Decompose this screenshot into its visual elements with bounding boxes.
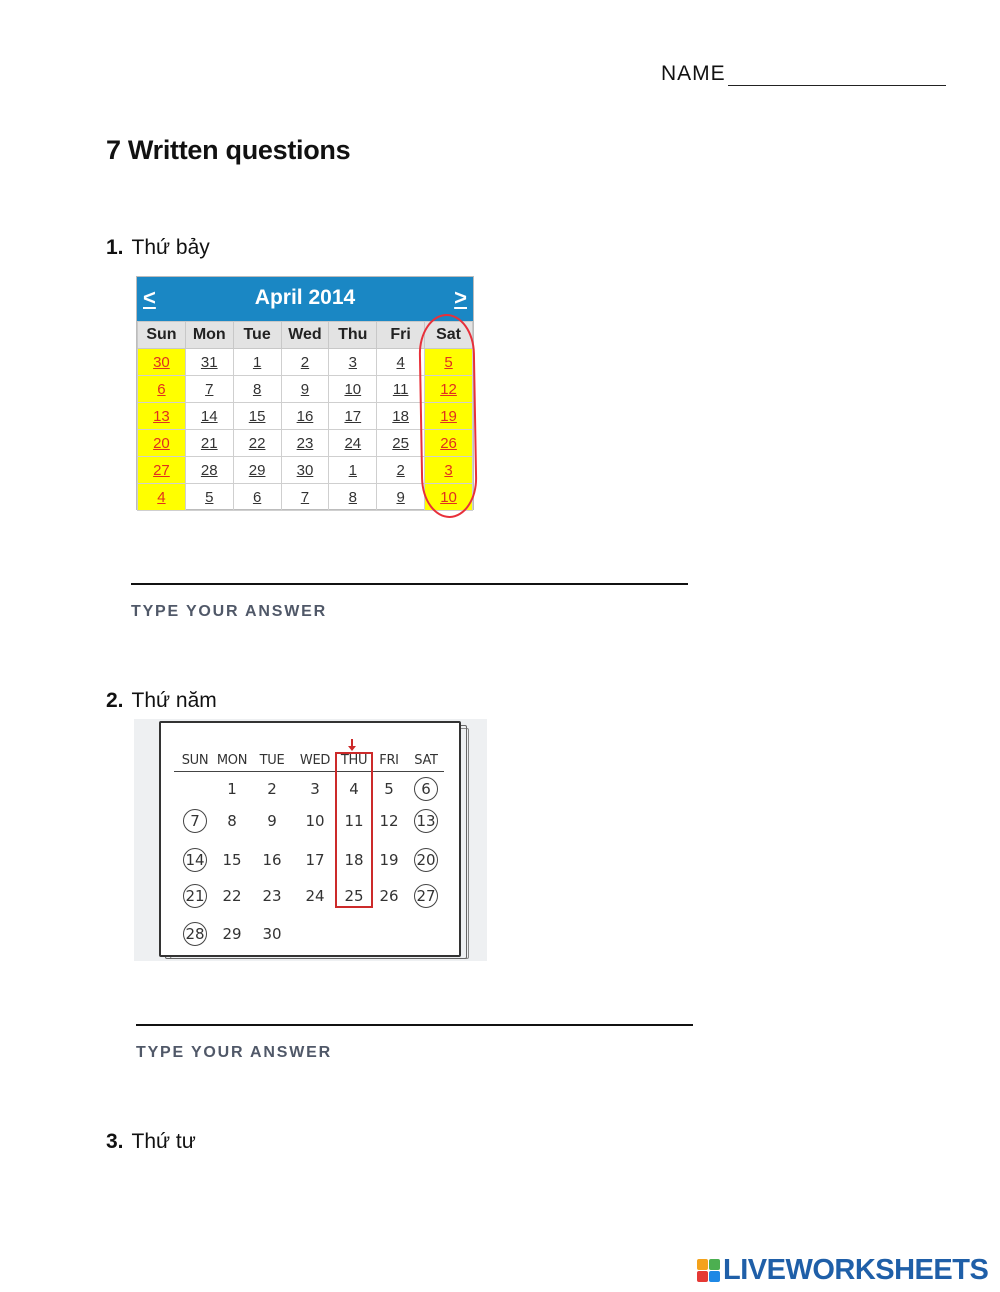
page-title: 7 Written questions xyxy=(106,135,351,165)
calendar-day: 8 xyxy=(227,812,237,830)
calendar-day[interactable]: 23 xyxy=(281,430,329,457)
calendar-day[interactable]: 5 xyxy=(425,349,473,376)
question-3 xyxy=(106,1130,196,1154)
calendar-day[interactable]: 26 xyxy=(425,430,473,457)
prev-month-link[interactable]: < xyxy=(143,285,156,310)
calendar-day: 19 xyxy=(379,851,399,869)
calendar-day[interactable]: 30 xyxy=(281,457,329,484)
weekday-label: WED xyxy=(299,753,331,768)
calendar-day[interactable]: 9 xyxy=(377,484,425,511)
calendar-day[interactable]: 8 xyxy=(329,484,377,511)
answer-label-2: TYPE YOUR ANSWER xyxy=(136,1044,332,1061)
calendar-day[interactable]: 2 xyxy=(281,349,329,376)
calendar-day[interactable]: 22 xyxy=(233,430,281,457)
calendar-day: 5 xyxy=(384,780,394,798)
calendar-day[interactable]: 6 xyxy=(138,376,186,403)
question-text: Thứ tư xyxy=(131,1130,196,1153)
calendar-day: 24 xyxy=(305,887,325,905)
calendar-day[interactable]: 24 xyxy=(329,430,377,457)
weekday-header: Tue xyxy=(233,322,281,349)
weekday-label: SUN xyxy=(181,753,209,768)
question-2 xyxy=(106,689,217,713)
calendar-day[interactable]: 12 xyxy=(425,376,473,403)
thursday-box-annotation xyxy=(335,752,373,908)
weekday-header: Sat xyxy=(425,322,473,349)
calendar-day: 3 xyxy=(310,780,320,798)
weekend-circle xyxy=(414,884,438,908)
weekend-circle xyxy=(183,884,207,908)
logo-text: LIVEWORKSHEETS xyxy=(723,1254,989,1286)
calendar-day: 12 xyxy=(379,812,399,830)
calendar-day[interactable]: 27 xyxy=(138,457,186,484)
calendar-day: 11 xyxy=(344,812,364,830)
question-number: 2. xyxy=(106,689,124,712)
weekend-circle xyxy=(414,777,438,801)
calendar-day[interactable]: 1 xyxy=(329,457,377,484)
calendar-day[interactable]: 13 xyxy=(138,403,186,430)
question-number: 1. xyxy=(106,236,124,259)
question-number: 3. xyxy=(106,1130,124,1153)
calendar-day[interactable]: 19 xyxy=(425,403,473,430)
logo-block xyxy=(697,1259,708,1270)
calendar-day: 1 xyxy=(227,780,237,798)
calendar-day: 18 xyxy=(344,851,364,869)
calendar-day[interactable]: 3 xyxy=(329,349,377,376)
calendar-day[interactable]: 7 xyxy=(281,484,329,511)
calendar-day: 30 xyxy=(262,925,282,943)
weekday-header: Thu xyxy=(329,322,377,349)
calendar-day: 16 xyxy=(262,851,282,869)
calendar-day[interactable]: 9 xyxy=(281,376,329,403)
name-field[interactable] xyxy=(661,62,946,86)
calendar-day[interactable]: 11 xyxy=(377,376,425,403)
question-text: Thứ năm xyxy=(131,689,217,712)
calendar-day[interactable]: 7 xyxy=(185,376,233,403)
question-1 xyxy=(106,236,210,260)
calendar-day[interactable]: 1 xyxy=(233,349,281,376)
calendar-day: 26 xyxy=(379,887,399,905)
name-input-line[interactable] xyxy=(728,65,946,86)
calendar-day: 15 xyxy=(222,851,242,869)
calendar-day[interactable]: 28 xyxy=(185,457,233,484)
logo-block xyxy=(697,1271,708,1282)
calendar-day: 27 xyxy=(416,887,436,905)
calendar-header xyxy=(137,277,473,321)
weekday-label: SAT xyxy=(414,753,438,768)
weekend-circle xyxy=(183,922,207,946)
calendar-day[interactable]: 4 xyxy=(138,484,186,511)
calendar-day: 14 xyxy=(185,851,205,869)
answer-label-1: TYPE YOUR ANSWER xyxy=(131,603,327,620)
calendar-day: 13 xyxy=(416,812,436,830)
calendar-day[interactable]: 10 xyxy=(425,484,473,511)
weekday-header: Sun xyxy=(138,322,186,349)
calendar-day[interactable]: 18 xyxy=(377,403,425,430)
weekday-label: THU xyxy=(340,753,368,768)
answer-line-1[interactable] xyxy=(131,583,688,585)
calendar-day[interactable]: 29 xyxy=(233,457,281,484)
saturday-circle-annotation xyxy=(418,314,478,519)
calendar-day[interactable]: 10 xyxy=(329,376,377,403)
weekday-header: Mon xyxy=(185,322,233,349)
calendar-day: 21 xyxy=(185,887,205,905)
calendar-day: 20 xyxy=(416,851,436,869)
answer-line-2[interactable] xyxy=(136,1024,693,1026)
calendar-day: 25 xyxy=(344,887,364,905)
weekend-circle xyxy=(414,848,438,872)
calendar-day[interactable]: 3 xyxy=(425,457,473,484)
liveworksheets-logo xyxy=(697,1254,988,1287)
weekday-label: FRI xyxy=(379,753,399,768)
weekday-label: TUE xyxy=(259,753,285,768)
calendar-day: 17 xyxy=(305,851,325,869)
logo-block xyxy=(709,1259,720,1270)
weekend-circle xyxy=(183,848,207,872)
calendar-day[interactable]: 25 xyxy=(377,430,425,457)
calendar-day[interactable]: 5 xyxy=(185,484,233,511)
next-month-link[interactable]: > xyxy=(454,285,467,310)
calendar-day: 2 xyxy=(267,780,277,798)
question-text: Thứ bảy xyxy=(131,236,210,259)
calendar-day[interactable]: 8 xyxy=(233,376,281,403)
calendar-day: 10 xyxy=(305,812,325,830)
weekday-header: Fri xyxy=(377,322,425,349)
calendar-day[interactable]: 4 xyxy=(377,349,425,376)
calendar-day: 9 xyxy=(267,812,277,830)
calendar-day[interactable]: 6 xyxy=(233,484,281,511)
weekday-label: MON xyxy=(216,753,248,768)
name-label: NAME xyxy=(661,62,726,85)
weekend-circle xyxy=(414,809,438,833)
weekday-header: Wed xyxy=(281,322,329,349)
calendar-day[interactable]: 2 xyxy=(377,457,425,484)
calendar-day: 23 xyxy=(262,887,282,905)
calendar-day[interactable]: 15 xyxy=(233,403,281,430)
calendar-day: 29 xyxy=(222,925,242,943)
calendar-day[interactable]: 31 xyxy=(185,349,233,376)
calendar-header-line xyxy=(174,771,444,772)
calendar-day: 7 xyxy=(190,812,200,830)
calendar-day: 22 xyxy=(222,887,242,905)
weekend-circle xyxy=(183,809,207,833)
calendar-day[interactable]: 20 xyxy=(138,430,186,457)
calendar-day[interactable]: 30 xyxy=(138,349,186,376)
logo-blocks-icon xyxy=(697,1259,720,1282)
calendar-month-title: April 2014 xyxy=(254,286,356,309)
calendar-day: 4 xyxy=(349,780,359,798)
calendar-day[interactable]: 14 xyxy=(185,403,233,430)
calendar-day[interactable]: 17 xyxy=(329,403,377,430)
calendar-day[interactable]: 21 xyxy=(185,430,233,457)
calendar-day: 6 xyxy=(421,780,431,798)
logo-block xyxy=(709,1271,720,1282)
calendar-day: 28 xyxy=(185,925,205,943)
calendar-day[interactable]: 16 xyxy=(281,403,329,430)
